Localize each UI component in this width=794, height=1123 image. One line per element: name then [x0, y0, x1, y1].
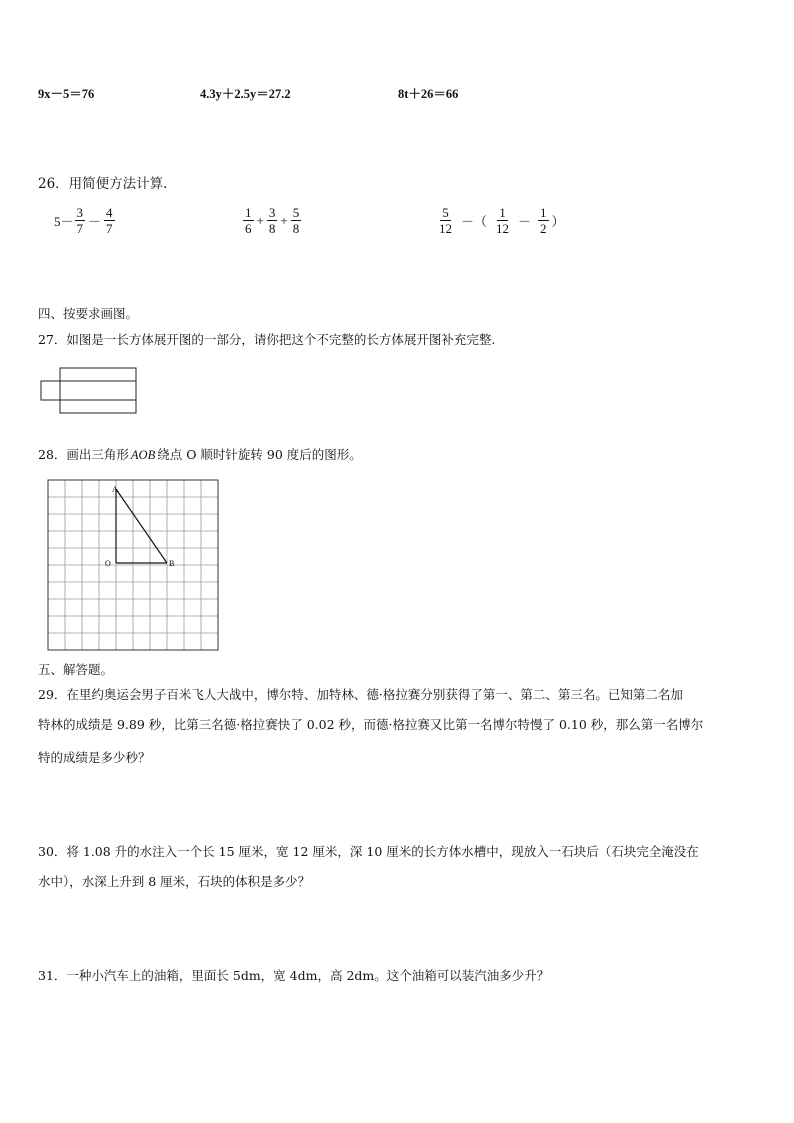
net-side-square: [41, 381, 60, 400]
question-30-line-2: 水中），水深上升到 8 厘米，石块的体积是多少？: [38, 874, 311, 889]
expr3-fraction-3: $\frac{1}{2}$: [540, 205, 547, 236]
equation-2: 4.3y＋2.5y＝27.2: [200, 87, 291, 101]
section-4-heading: 四、按要求画图。: [38, 306, 139, 321]
label-a: A: [112, 485, 118, 494]
question-27-text: 27．如图是一长方体展开图的一部分，请你把这个不完整的长方体展开图补充完整.: [38, 332, 496, 347]
q26-expression-1: 5－ $\frac{3}{7}$ － $\frac{4}{7}$: [54, 205, 113, 236]
question-26-title: 26．用简便方法计算.: [38, 176, 168, 192]
q26-expression-2: $\frac{1}{6}$ + $\frac{3}{8}$ + $\frac{5}{8}$: [245, 205, 300, 236]
equation-1: 9x－5＝76: [38, 87, 95, 101]
question-30-line-1: 30．将 1.08 升的水注入一个长 15 厘米，宽 12 厘米，深 10 厘米的长方体水槽中，现放入一石块后（石块完全淹没在: [38, 844, 699, 859]
q26-expression-3: $\frac{5}{12}$ －（ $\frac{1}{12}$ － $\frac{1}{2}$ ）: [439, 205, 565, 236]
question-29-line-3: 特的成绩是多少秒？: [38, 750, 151, 765]
segment-ab: [116, 489, 167, 563]
expr2-fraction-3: $\frac{5}{8}$: [292, 205, 300, 236]
question-29-line-2: 特林的成绩是 9.89 秒，比第三名德·格拉赛快了 0.02 秒，而德·格拉赛又比第一名博尔特慢了 0.10 秒，那么第一名博尔: [38, 717, 704, 732]
question-29-line-1: 29．在里约奥运会男子百米飞人大战中，博尔特、加特林、德·格拉赛分别获得了第一、第二、第三名。已知第二名加: [38, 687, 683, 702]
expr2-fraction-1: $\frac{1}{6}$: [245, 205, 252, 236]
question-28-text: 28．画出三角形 AOB 绕点 O 顺时针旋转 90 度后的图形。: [38, 447, 362, 462]
rotation-grid: [44, 476, 220, 652]
expr1-fraction-1: $\frac{3}{7}$: [76, 205, 84, 236]
expr2-fraction-2: $\frac{3}{8}$: [268, 205, 276, 236]
label-o: O: [105, 559, 111, 568]
expr1-fraction-2: $\frac{4}{7}$: [106, 205, 113, 236]
label-b: B: [169, 559, 175, 568]
grid-lines: [48, 480, 218, 650]
equation-3: 8t＋26＝66: [398, 87, 459, 101]
question-31-text: 31．一种小汽车上的油箱，里面长 5dm，宽 4dm，高 2dm。这个油箱可以装汽油多少升？: [38, 968, 550, 983]
expr3-fraction-1: $\frac{5}{12}$: [439, 205, 452, 236]
net-main-rect: [60, 368, 136, 413]
section-5-heading: 五、解答题。: [38, 662, 114, 677]
expr1-lead: 5－: [54, 214, 74, 229]
cuboid-net-figure: [38, 366, 142, 416]
expr3-fraction-2: $\frac{1}{12}$: [496, 205, 510, 236]
